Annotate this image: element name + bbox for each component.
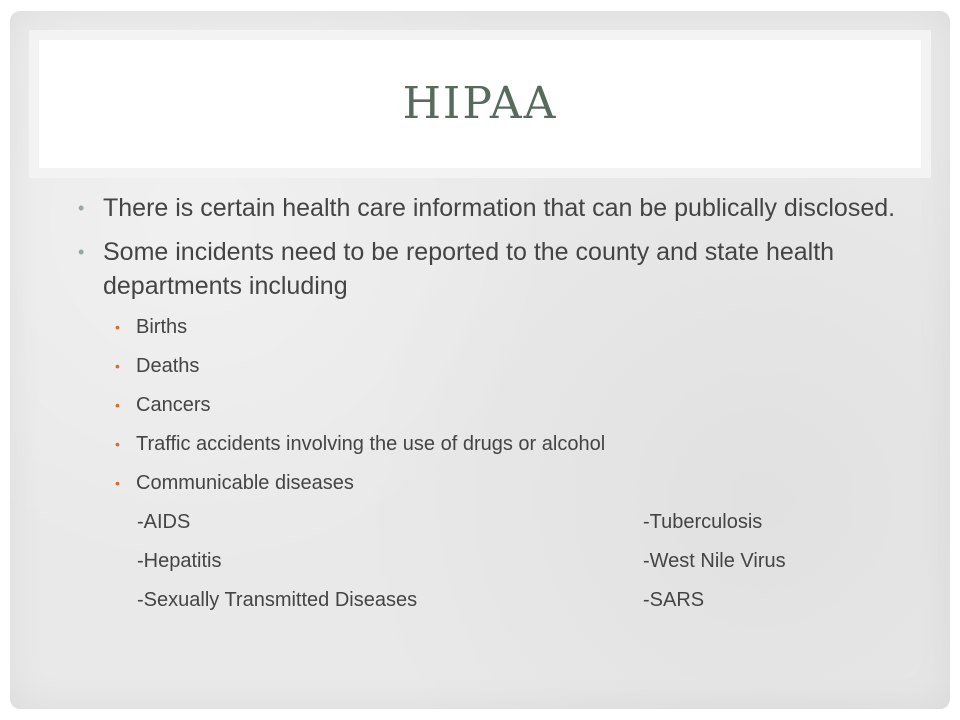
sub-bullet-traffic-accidents [70, 430, 920, 458]
disease-item: -Hepatitis [137, 550, 222, 572]
bullet-dot-icon: • [78, 242, 85, 262]
bullet-public-disclosure [70, 191, 920, 225]
sub-bullet-dot-icon: • [115, 475, 120, 491]
disease-row [70, 508, 920, 536]
sub-bullet-dot-icon: • [115, 397, 120, 413]
slide-content [70, 191, 920, 625]
bullet-text: There is certain health care information that can be publically disclosed. [103, 194, 896, 222]
sub-bullet-births [70, 313, 920, 341]
disease-item: -Tuberculosis [643, 511, 763, 533]
disease-item: -SARS [643, 589, 705, 611]
sub-bullet-dot-icon: • [115, 319, 120, 335]
sub-bullet-dot-icon: • [115, 358, 120, 374]
disease-row [70, 547, 920, 575]
disease-row [70, 586, 920, 614]
slide [10, 11, 950, 709]
sub-bullet-text: Deaths [136, 355, 200, 377]
bullet-text: Some incidents need to be reported to the county and state health departments including [103, 238, 835, 300]
sub-bullet-cancers [70, 391, 920, 419]
sub-bullet-text: Communicable diseases [136, 472, 354, 494]
sub-bullet-dot-icon: • [115, 436, 120, 452]
sub-bullet-deaths [70, 352, 920, 380]
sub-bullet-communicable-diseases [70, 469, 920, 497]
slide-title: HIPAA [402, 78, 558, 129]
disease-item: -AIDS [137, 511, 191, 533]
disease-item: -Sexually Transmitted Diseases [137, 589, 418, 611]
bullet-reporting [70, 235, 920, 303]
title-box [39, 40, 921, 168]
title-band [29, 30, 931, 178]
sub-bullet-text: Births [136, 316, 188, 338]
sub-bullet-text: Cancers [136, 394, 211, 416]
bullet-dot-icon: • [78, 198, 85, 218]
sub-bullet-text: Traffic accidents involving the use of drugs or alcohol [136, 433, 606, 455]
disease-item: -West Nile Virus [643, 550, 786, 572]
